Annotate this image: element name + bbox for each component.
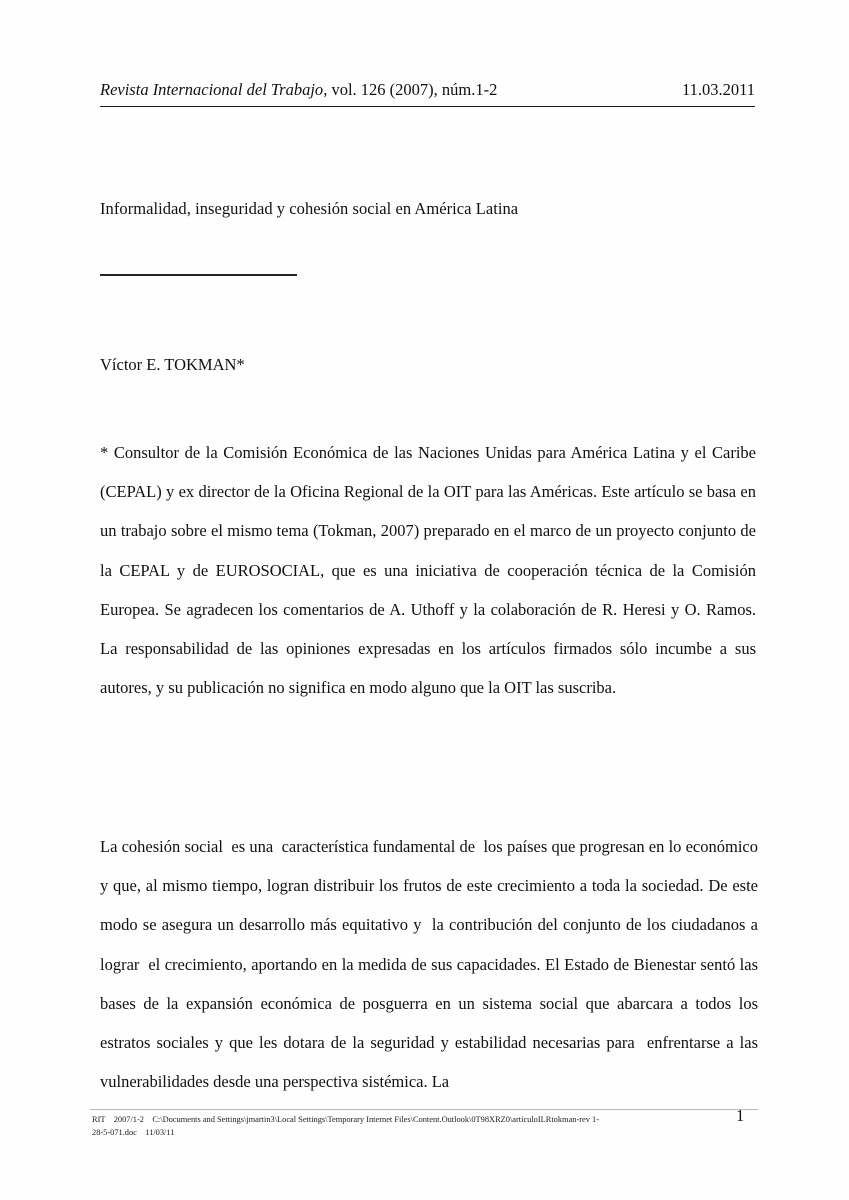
body-paragraph: La cohesión social es una característica fundamental de los países que progresan en lo económico y que, al mismo tiempo, logran distribuir los frutos de este crecimiento a toda la sociedad. De este modo se asegura un desarrollo más equitativo y la contribución del conjunto de los ciudadanos a lograr el crecimiento, aportando en la medida de sus capacidades. El Estado de Bienestar sentó las bases de la expansión económica de posguerra en un sistema social que abarcara a todos los estratos sociales y que les dotara de la seguridad y estabilidad necesarias para enfrentarse a las vulnerabilidades desde una perspectiva sistémica. La [100,837,767,1092]
footer-line-2: 28-5-071.doc 11/03/11 [92,1128,175,1138]
journal-volume-issue: , vol. 126 (2007), núm.1-2 [323,80,498,99]
page-number: 1 [736,1106,745,1125]
journal-title: Revista Internacional del Trabajo [100,80,324,99]
author-name: Víctor E. TOKMAN* [100,355,245,374]
article-title: Informalidad, inseguridad y cohesión social en América Latina [100,199,519,218]
footer-line-1: RIT 2007/1-2 C:\Documents and Settings\jmartin3\Local Settings\Temporary Internet Files\Content.Outlook\0T98XRZ0\articuloILRtokman-rev 1- [92,1115,600,1124]
author-divider [100,274,297,276]
author-footnote: * Consultor de la Comisión Económica de las Naciones Unidas para América Latina y el Caribe (CEPAL) y ex director de la Oficina Regional de la OIT para las Américas. Este artículo se basa en un trabajo sobre el mismo tema (Tokman, 2007) preparado en el marco de un proyecto conjunto de la CEPAL y de EUROSOCIAL, que es una iniciativa de cooperación técnica de la Comisión Europea. Se agradecen los comentarios de A. Uthoff y la colaboración de R. Heresi y O. Ramos. La responsabilidad de las opiniones expresadas en los artículos firmados sólo incumbe a sus autores, y su publicación no significa en modo alguno que la OIT las suscriba. [100,443,761,698]
footer-filepath [92,1113,732,1139]
date-stamp: 11.03.2011 [681,80,755,99]
footer-divider [90,1109,758,1110]
header-divider [100,106,755,107]
journal-citation [100,80,497,100]
running-header [100,80,755,100]
